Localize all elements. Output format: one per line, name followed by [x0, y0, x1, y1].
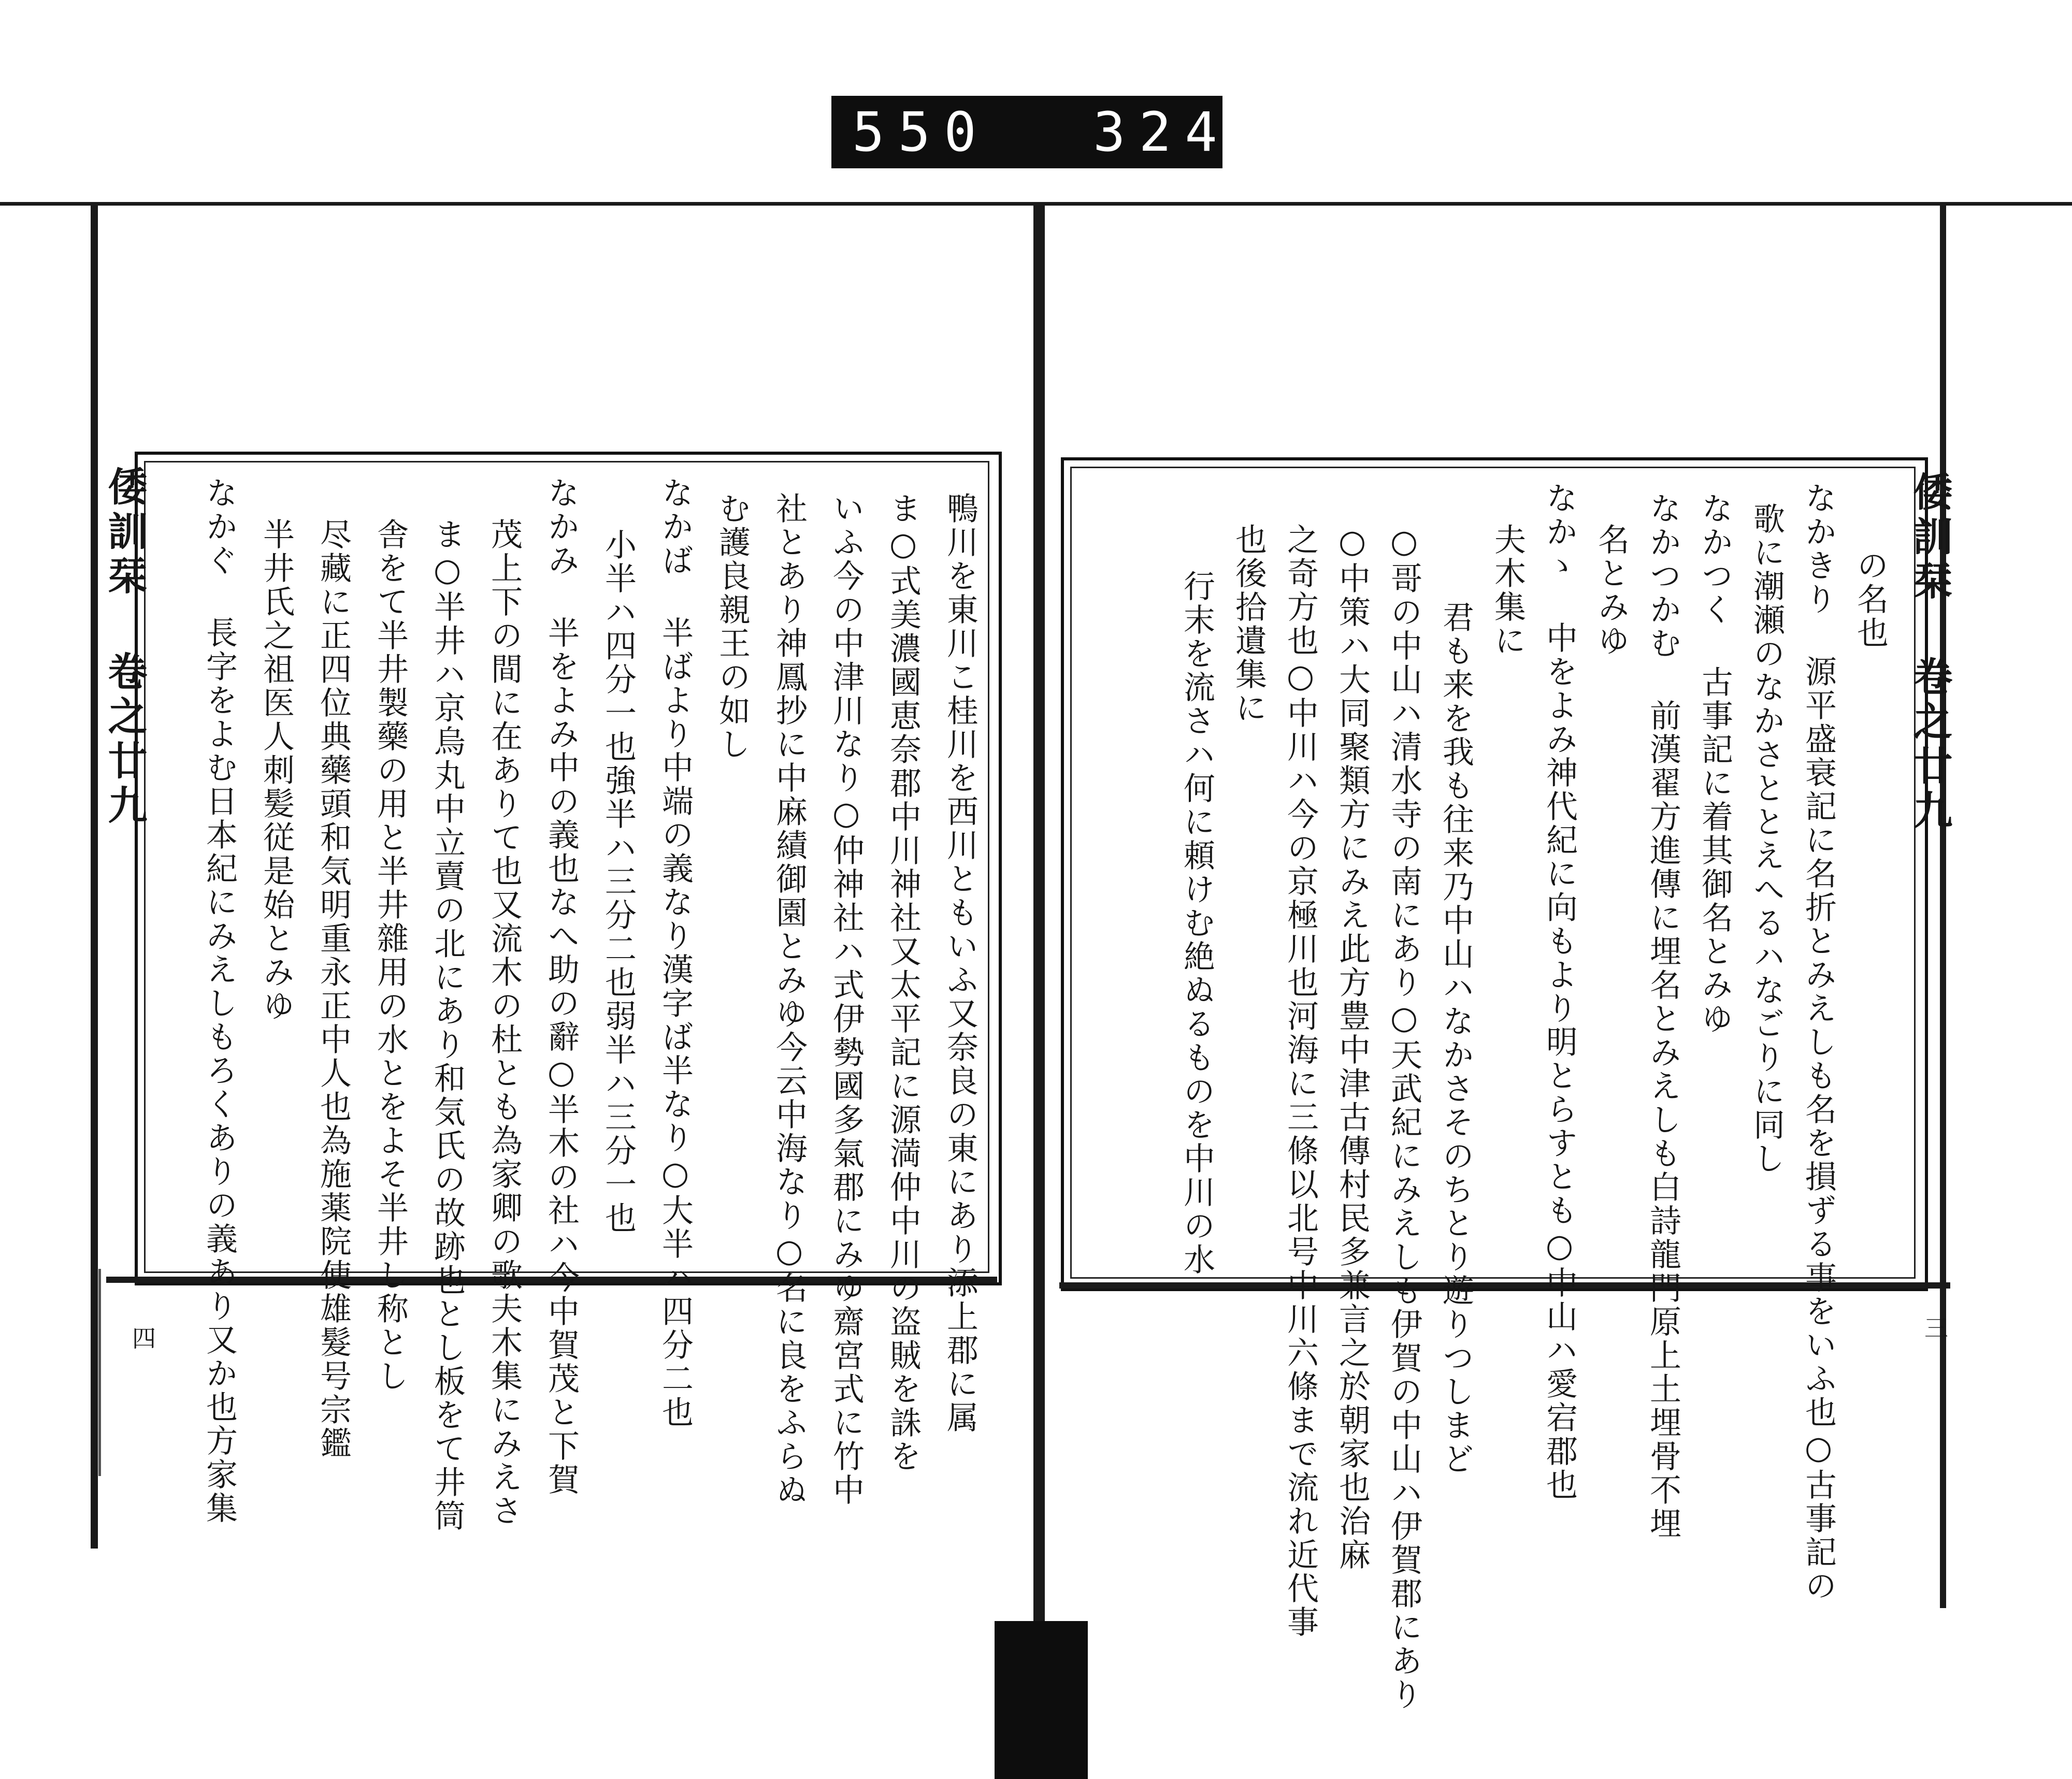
left-col-9: 茂上下の間に在ありて也又流木の杜とも為家卿の歌夫木集にみえさ — [486, 518, 523, 1528]
left-col-14: なかぐ 長字をよむ日本紀にみえしもろくありの義あり又か也方家集 — [201, 476, 238, 1525]
right-col-6: 名とみゆ — [1593, 523, 1630, 658]
right-col-5: なかつかむ 前漢翟方進傳に埋名とみえしも白詩龍門原上土埋骨不埋 — [1645, 492, 1681, 1541]
right-col-7: なかゝ 中をよみ神代紀に向もより明とらすとも○中山ハ愛宕郡也 — [1541, 482, 1578, 1502]
left-text-block — [150, 476, 979, 1533]
left-running-title: 倭訓栞 卷之廿九 — [102, 466, 148, 829]
left-folio: 四 — [128, 1326, 156, 1352]
right-running-title: 倭訓栞 卷之廿九 — [1907, 471, 1953, 834]
left-col-6: なかば 半ばより中端の義なり漢字ば半なり○大半ハ四分二也 — [657, 476, 694, 1429]
catalogue-number-left: 550 — [852, 100, 990, 164]
right-col-13: 也後拾遺集に — [1230, 523, 1267, 725]
left-col-5: む護良親王の如し — [714, 492, 751, 761]
right-col-12: 之奇方也○中川ハ今の京極川也河海に三條以北号中川六條まで流れ近代事 — [1282, 523, 1319, 1639]
right-col-11: ○中策ハ大同聚類方にみえ此方豊中津古傳村民多兼言之於朝家也治麻 — [1334, 523, 1371, 1572]
right-col-9: 君も来を我も往来乃中山ハなかさそのちとり遊りつしまど — [1437, 601, 1474, 1476]
left-col-3: いふ今の中津川なり○仲神社ハ式伊勢國多氣郡にみゆ齋宮式に竹中 — [828, 492, 865, 1507]
left-col-13: 半井氏之祖医人刺髪従是始とみゆ — [258, 518, 295, 1023]
right-col-10: ○哥の中山ハ清水寺の南にあり○天武紀にみえしも伊賀の中山ハ伊賀郡にあり — [1386, 523, 1422, 1712]
left-col-2: ま○式美濃國恵奈郡中川神社又太平記に源満仲中川の盗賊を誅を — [885, 492, 922, 1473]
right-col-8: 夫木集に — [1489, 523, 1526, 658]
right-col-14: 行末を流さハ何に頼けむ絶ぬるものを中川の水 — [1178, 570, 1215, 1277]
right-text-block — [1077, 482, 1901, 1712]
catalogue-number-right: 324. — [1093, 100, 1277, 164]
right-col-2: なかきり 源平盛衰記に名折とみえしも名を損ずる事をいふ也○古事記の — [1800, 482, 1837, 1603]
left-col-7: 小半ハ四分一也強半ハ三分二也弱半ハ三分一也 — [600, 528, 637, 1235]
spine-gutter — [1033, 202, 1045, 1626]
left-col-8: なかみ 半をよみ中の義也なへ助の辭○半木の社ハ今中賀茂と下賀 — [543, 476, 580, 1497]
right-col-4: なかつく 古事記に着其御名とみゆ — [1696, 492, 1733, 1036]
spine-shadow — [995, 1621, 1088, 1779]
right-col-3: 歌に潮瀬のなかさととえへるハなごりに同し — [1748, 502, 1785, 1176]
catalogue-label — [831, 96, 1277, 168]
left-col-12: 尽藏に正四位典藥頭和気明重永正中人也為施薬院使雄髮号宗鑑 — [315, 518, 352, 1460]
left-col-11: 舎をて半井製藥の用と半井雜用の水とをよそ半井し称とし — [372, 518, 409, 1393]
right-folio: 三 — [1921, 1315, 1949, 1341]
left-col-10: ま○半井ハ京烏丸中立賣の北にあり和気氏の故跡也とし板をて井筒 — [429, 518, 466, 1533]
left-col-4: 社とあり神鳳抄に中麻績御園とみゆ今云中海なり○名に良をふらぬ — [771, 492, 808, 1507]
right-col-1: の名也 — [1852, 549, 1889, 650]
left-col-1: 鴨川を東川こ桂川を西川ともいふ又奈良の東にあり添上郡に属 — [942, 492, 979, 1435]
